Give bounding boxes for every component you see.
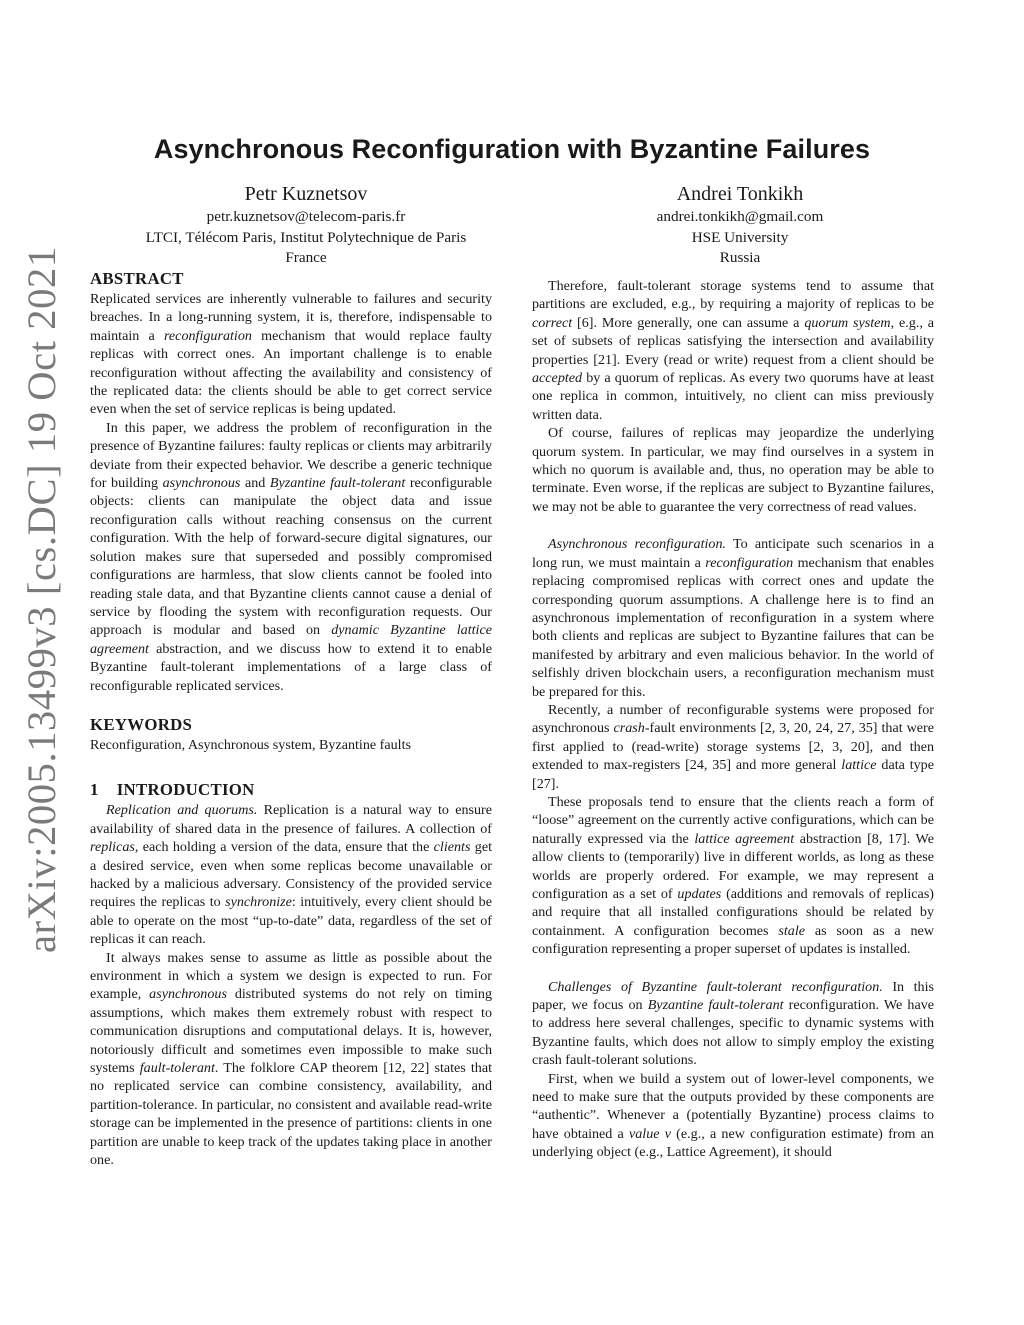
body-paragraph: These proposals tend to ensure that the clients reach a form of “loose” agreement on the currently active configurations, which can be naturally expressed via the lattice agreement abstraction [8, 17]. We allow clients to (temporarily) live in different worlds, as long as these worlds are properly ordered. For example, we may represent a configuration as a set of updates (additions and removals of replicas) and require that all installed configurations should be related by containment. A configuration becomes stale as soon as a new configuration representing a proper superset of updates is installed.	[532, 793, 934, 958]
right-column	[532, 277, 934, 1162]
left-column	[90, 268, 492, 1169]
keywords-heading: KEYWORDS	[90, 714, 193, 734]
paper-title: Asynchronous Reconfiguration with Byzantine Failures	[153, 134, 871, 164]
author-email: andrei.tonkikh@gmail.com	[656, 208, 824, 225]
body-paragraph: Recently, a number of reconfigurable systems were proposed for asynchronous crash-fault environments [2, 3, 20, 24, 27, 35] that were first applied to (read-write) storage systems [2, 3, 20], and then extended to max-registers [24, 35] and more general lattice data type [27].	[532, 701, 934, 792]
section-heading-introduction: 1 INTRODUCTION	[90, 780, 255, 800]
body-paragraph: First, when we build a system out of lower-level components, we need to make sure that the outputs provided by these components are “authentic”. Whenever a (potentially Byzantine) process claims to have obtained a value v (e.g., a new configuration estimate) from an underlying object (e.g., Lattice Agreement), it should	[532, 1070, 934, 1161]
body-paragraph: Therefore, fault-tolerant storage systems tend to assume that partitions are excluded, e.g., by requiring a majority of replicas to be correct [6]. More generally, one can assume a quorum system, e.g., a set of subsets of replicas satisfying the intersection and availability properties [21]. Every (read or write) request from a client should be accepted by a quorum of replicas. As every two quorums have at least one replica in common, intuitively, no client can miss previously written data.	[532, 278, 934, 423]
author-name: Petr Kuznetsov	[244, 183, 368, 205]
body-paragraph: Of course, failures of replicas may jeopardize the underlying quorum system. In particular, we may find ourselves in a system in which no quorum is available and, thus, no operation may be able to terminate. Even worse, if the replicas are subject to Byzantine failures, we may not be able to guarantee the very correctness of read values.	[532, 425, 934, 515]
author-country: France	[285, 249, 327, 266]
author-country: Russia	[719, 249, 761, 266]
author-name: Andrei Tonkikh	[676, 183, 804, 205]
keywords-text: Reconfiguration, Asynchronous system, Byzantine faults	[90, 736, 411, 753]
arxiv-identifier: arXiv:2005.13499v3 [cs.DC] 19 Oct 2021	[19, 246, 64, 953]
abstract-paragraph-2: In this paper, we address the problem of reconfiguration in the presence of Byzantine failures: faulty replicas or clients may arbitrarily deviate from their expected behavior. We describe a generic technique for building asynchronous and Byzantine fault-tolerant reconfigurable objects: clients can manipulate the object data and issue reconfiguration calls without reaching consensus on the current configuration. With the help of forward-secure digital signatures, our solution makes sure that superseded and possibly compromised configurations are harmless, that slow clients cannot be fooled into reading stale data, and that Byzantine clients cannot cause a denial of service by flooding the system with reconfiguration requests. Our approach is modular and based on dynamic Byzantine lattice agreement abstraction, and we discuss how to extend it to enable Byzantine fault-tolerant implementations of a large class of reconfigurable replicated services.	[90, 419, 492, 694]
abstract-heading: ABSTRACT	[90, 269, 184, 288]
intro-paragraph-2: It always makes sense to assume as little as possible about the environment in which a system we design is expected to run. For example, asynchronous distributed systems do not rely on timing assumptions, which makes them extremely robust with respect to communication disruptions and computational delays. It is, however, notoriously difficult and sometimes even impossible to make such systems fault-tolerant. The folklore CAP theorem [12, 22] states that no replicated service can combine consistency, availability, and partition-tolerance. In particular, no consistent and available read-write storage can be implemented in the presence of partitions: clients in one partition are unable to keep track of the updates taking place in another one.	[90, 949, 492, 1169]
body-paragraph: Asynchronous reconfiguration. To anticipate such scenarios in a long run, we must maintain a reconfiguration mechanism that enables replacing compromised replicas with correct ones and update the corresponding quorum assumptions. A challenge here is to find an asynchronous implementation of reconfiguration in a system where both clients and replicas are subject to Byzantine failures that can be manifested by arbitrary and even malicious behavior. In the world of selfishly driven blockchain users, a reconfiguration mechanism must be prepared for this.	[532, 536, 935, 700]
author-affiliation: HSE University	[691, 228, 789, 246]
author-block-1	[100, 181, 512, 269]
author-affiliation: LTCI, Télécom Paris, Institut Polytechnique de Paris	[145, 228, 467, 246]
abstract-paragraph-1: Replicated services are inherently vulnerable to failures and security breaches. In a long-running system, it is, therefore, indispensable to maintain a reconfiguration mechanism that would replace faulty replicas with correct ones. An important challenge is to enable reconfiguration without affecting the availability and consistency of the replicated data: the clients should be able to get correct service even when the set of service replicas is being updated.	[90, 291, 492, 418]
author-email: petr.kuznetsov@telecom-paris.fr	[206, 208, 406, 225]
author-block-2	[530, 181, 950, 269]
intro-paragraph-1: Replication and quorums. Replication is a natural way to ensure availability of shared data in the presence of failures. A collection of replicas, each holding a version of the data, ensure that the clients get a desired service, even when some replicas become unavailable or hacked by a malicious adversary. Consistency of the provided service requires the replicas to synchronize: intuitively, every client should be able to operate on the most “up-to-date” data, regardless of the set of replicas it can reach.	[90, 802, 492, 948]
body-paragraph: Challenges of Byzantine fault-tolerant reconfiguration. In this paper, we focus on Byzantine fault-tolerant reconfiguration. We have to address here several challenges, specific to dynamic systems with Byzantine faults, which does not allow to simply employ the existing crash fault-tolerant solutions.	[532, 978, 935, 1069]
